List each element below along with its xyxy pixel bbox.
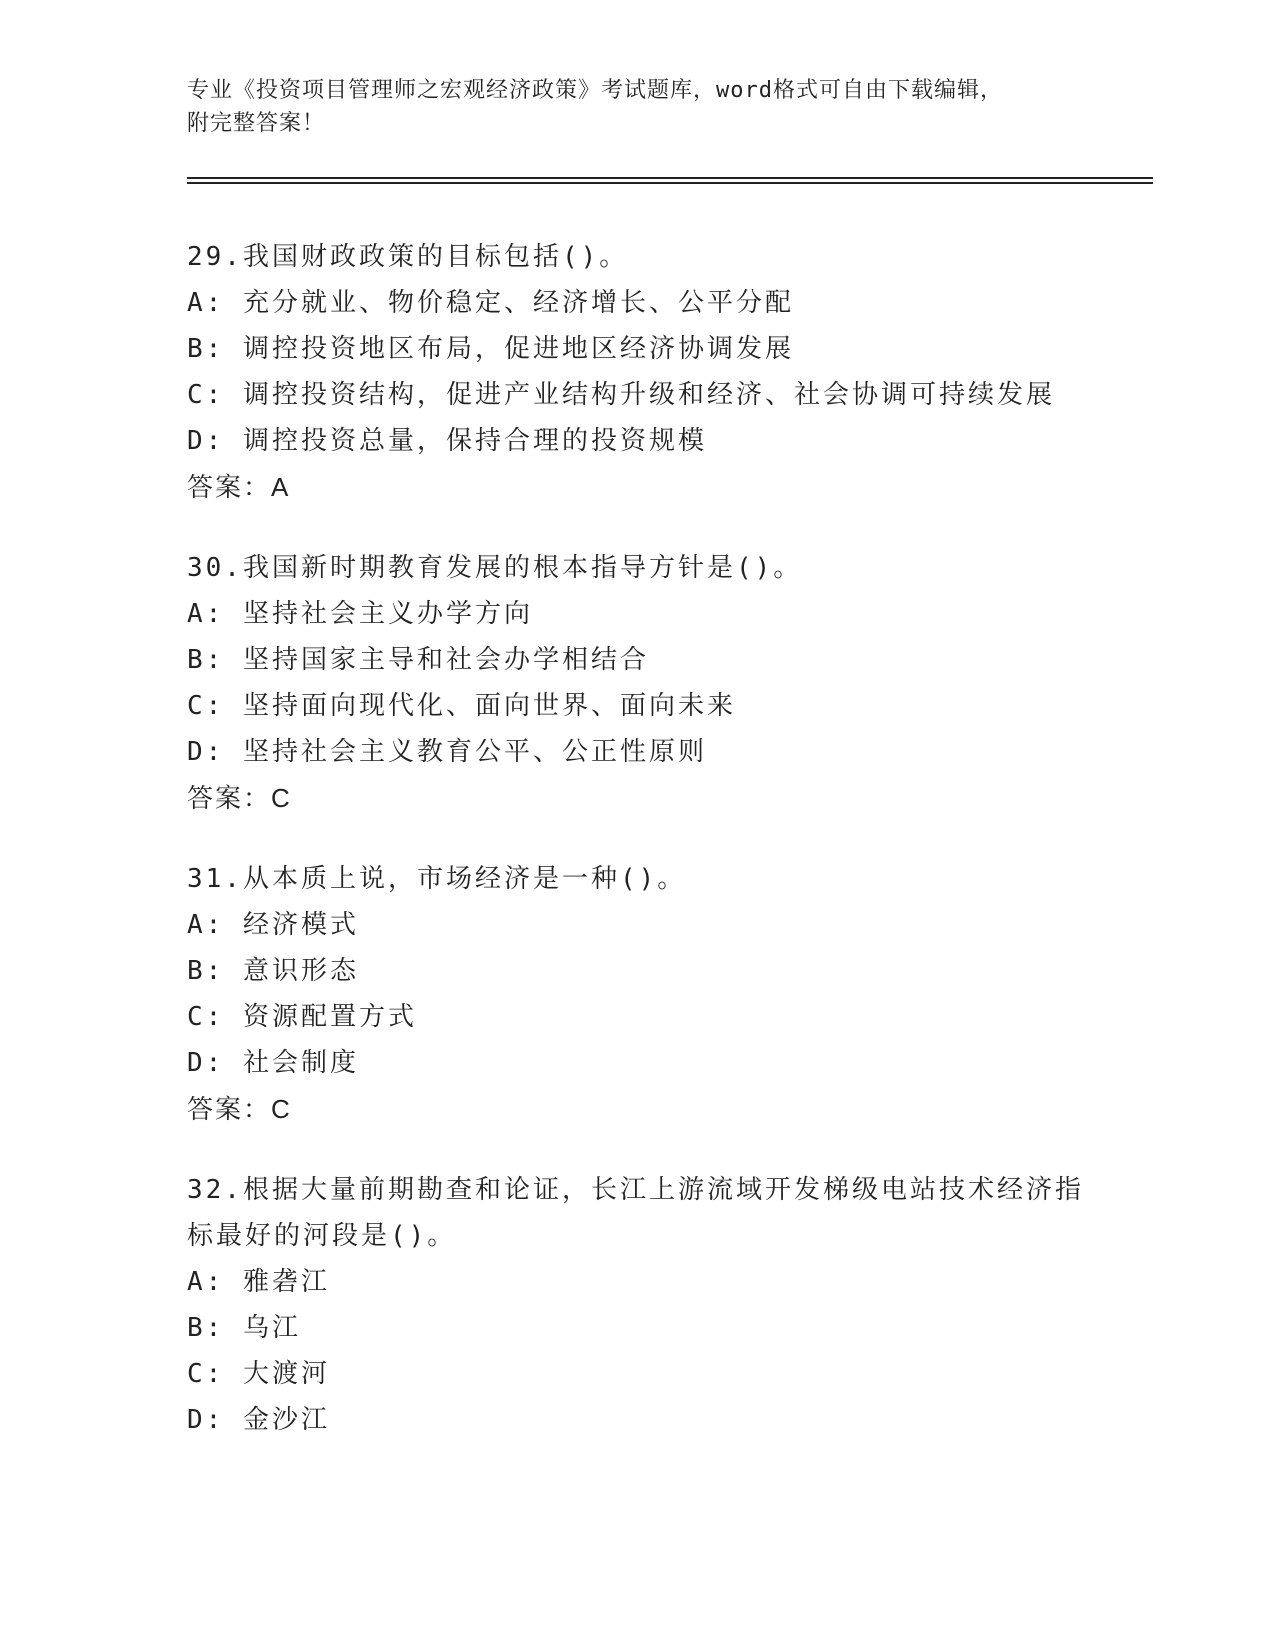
question-29 — [187, 234, 1087, 510]
question-31 — [187, 856, 1087, 1132]
option-c: C: 调控投资结构，促进产业结构升级和经济、社会协调可持续发展 — [187, 380, 1055, 410]
answer-label: 答案：C — [187, 783, 292, 813]
question-stem-line-1: 32.根据大量前期勘查和论证，长江上游流域开发梯级电站技术经济指 — [187, 1175, 1084, 1205]
option-a: A: 充分就业、物价稳定、经济增长、公平分配 — [187, 288, 794, 318]
header-divider-top — [187, 177, 1153, 179]
answer-label: 答案：A — [187, 472, 291, 502]
option-a: A: 坚持社会主义办学方向 — [187, 599, 533, 629]
question-stem: 30.我国新时期教育发展的根本指导方针是()。 — [187, 553, 803, 583]
option-c: C: 资源配置方式 — [187, 1002, 417, 1032]
question-30 — [187, 545, 1087, 821]
option-c: C: 大渡河 — [187, 1359, 330, 1389]
option-b: B: 乌江 — [187, 1313, 301, 1343]
option-c: C: 坚持面向现代化、面向世界、面向未来 — [187, 691, 736, 721]
option-a: A: 雅砻江 — [187, 1267, 330, 1297]
question-32 — [187, 1167, 1087, 1443]
option-d: D: 坚持社会主义教育公平、公正性原则 — [187, 737, 707, 767]
question-list — [187, 234, 1087, 1478]
option-d: D: 金沙江 — [187, 1405, 330, 1435]
question-stem-line-2: 标最好的河段是()。 — [187, 1221, 457, 1251]
document-header — [187, 74, 1087, 140]
header-line-2: 附完整答案！ — [187, 111, 326, 136]
header-line-1: 专业《投资项目管理师之宏观经济政策》考试题库，word格式可自由下载编辑， — [187, 78, 1003, 103]
option-b: B: 意识形态 — [187, 956, 359, 986]
option-d: D: 社会制度 — [187, 1048, 359, 1078]
question-stem: 29.我国财政政策的目标包括()。 — [187, 242, 629, 272]
option-b: B: 调控投资地区布局，促进地区经济协调发展 — [187, 334, 794, 364]
header-divider-bottom — [187, 182, 1153, 184]
option-d: D: 调控投资总量，保持合理的投资规模 — [187, 426, 707, 456]
option-b: B: 坚持国家主导和社会办学相结合 — [187, 645, 649, 675]
question-stem: 31.从本质上说，市场经济是一种()。 — [187, 864, 687, 894]
option-a: A: 经济模式 — [187, 910, 359, 940]
answer-label: 答案：C — [187, 1094, 292, 1124]
